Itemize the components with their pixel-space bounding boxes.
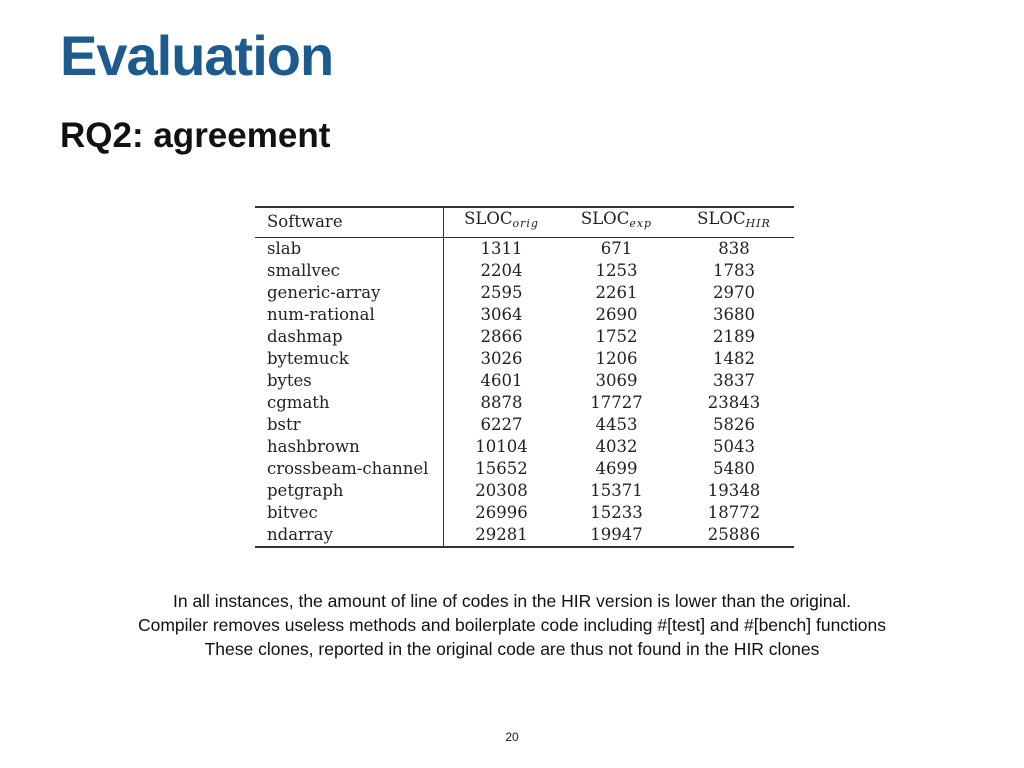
header-sloc-exp-main: SLOC xyxy=(580,209,630,228)
table-row xyxy=(255,260,794,282)
cell-orig: 20308 xyxy=(475,481,528,500)
cell-exp: 19947 xyxy=(559,524,674,547)
cell-hir: 19348 xyxy=(707,481,761,500)
explanation-line-3: These clones, reported in the original code are thus not found in the HIR clones xyxy=(204,639,820,659)
cell-orig: 26996 xyxy=(475,503,528,522)
table-header-row xyxy=(255,207,794,238)
table-row xyxy=(255,348,794,370)
table-row xyxy=(255,436,794,458)
cell-exp: 2261 xyxy=(595,283,638,302)
header-sloc-exp xyxy=(559,207,674,238)
cell-exp: 671 xyxy=(600,239,633,258)
cell-software: bstr xyxy=(255,414,444,436)
cell-orig: 4601 xyxy=(480,371,523,390)
cell-orig: 29281 xyxy=(444,524,560,547)
cell-exp: 1253 xyxy=(595,261,638,280)
cell-software: petgraph xyxy=(255,480,444,502)
cell-hir: 1783 xyxy=(713,261,755,280)
cell-orig: 8878 xyxy=(480,393,523,412)
header-software: Software xyxy=(255,207,444,238)
sloc-table-figure xyxy=(255,206,794,548)
cell-software: cgmath xyxy=(255,392,444,414)
cell-exp: 15371 xyxy=(590,481,643,500)
header-sloc-orig xyxy=(444,207,560,238)
cell-orig: 6227 xyxy=(480,415,523,434)
header-sloc-orig-sub: orig xyxy=(512,217,539,230)
table-row xyxy=(255,238,794,261)
cell-hir: 5480 xyxy=(713,459,755,478)
header-sloc-hir xyxy=(674,207,794,238)
page-number: 20 xyxy=(505,730,519,744)
table-row xyxy=(255,282,794,304)
header-sloc-hir-sub: HIR xyxy=(745,217,771,230)
cell-orig: 2595 xyxy=(480,283,523,302)
cell-orig: 15652 xyxy=(475,459,528,478)
cell-orig: 3064 xyxy=(480,305,523,324)
cell-exp: 3069 xyxy=(595,371,638,390)
cell-hir: 3680 xyxy=(713,305,755,324)
explanation-line-2: Compiler removes useless methods and boilerplate code including #[test] and #[bench] functions xyxy=(137,615,887,635)
cell-exp: 2690 xyxy=(595,305,638,324)
cell-hir: 2189 xyxy=(713,327,755,346)
cell-exp: 1752 xyxy=(595,327,638,346)
table-row xyxy=(255,480,794,502)
cell-hir: 1482 xyxy=(713,349,755,368)
cell-software: hashbrown xyxy=(255,436,444,458)
cell-orig: 2204 xyxy=(480,261,523,280)
cell-hir: 838 xyxy=(718,239,750,258)
header-sloc-orig-main: SLOC xyxy=(464,209,513,228)
table-row xyxy=(255,370,794,392)
explanation-text xyxy=(0,589,1024,661)
cell-software: num-rational xyxy=(255,304,444,326)
cell-software: slab xyxy=(255,238,444,261)
cell-exp: 1206 xyxy=(595,349,638,368)
cell-exp: 4699 xyxy=(595,459,638,478)
cell-software: dashmap xyxy=(255,326,444,348)
table-row xyxy=(255,524,794,547)
cell-hir: 2970 xyxy=(713,283,755,302)
cell-software: ndarray xyxy=(255,524,444,547)
table-row xyxy=(255,326,794,348)
cell-orig: 2866 xyxy=(480,327,523,346)
cell-software: generic-array xyxy=(255,282,444,304)
cell-orig: 10104 xyxy=(475,437,528,456)
table-row xyxy=(255,414,794,436)
cell-hir: 3837 xyxy=(713,371,755,390)
explanation-line-1: In all instances, the amount of line of codes in the HIR version is lower than the original. xyxy=(172,591,851,611)
cell-exp: 15233 xyxy=(590,503,643,522)
table-row xyxy=(255,392,794,414)
cell-hir: 23843 xyxy=(707,393,761,412)
slide-title: Evaluation xyxy=(60,24,334,87)
cell-exp: 4032 xyxy=(595,437,638,456)
cell-orig: 1311 xyxy=(480,239,523,258)
table-row xyxy=(255,304,794,326)
cell-hir: 5043 xyxy=(713,437,755,456)
cell-software: crossbeam-channel xyxy=(255,458,444,480)
cell-software: bytemuck xyxy=(255,348,444,370)
table-row xyxy=(255,458,794,480)
cell-software: bitvec xyxy=(255,502,444,524)
sloc-table xyxy=(255,206,794,548)
cell-exp: 4453 xyxy=(595,415,638,434)
cell-exp: 17727 xyxy=(590,393,643,412)
cell-hir: 5826 xyxy=(713,415,755,434)
slide-subtitle: RQ2: agreement xyxy=(60,116,331,155)
cell-hir: 25886 xyxy=(674,524,794,547)
header-sloc-exp-sub: exp xyxy=(629,217,653,230)
table-row xyxy=(255,502,794,524)
header-sloc-hir-main: SLOC xyxy=(697,209,746,228)
cell-software: smallvec xyxy=(255,260,444,282)
cell-software: bytes xyxy=(255,370,444,392)
cell-hir: 18772 xyxy=(707,503,761,522)
cell-orig: 3026 xyxy=(480,349,523,368)
